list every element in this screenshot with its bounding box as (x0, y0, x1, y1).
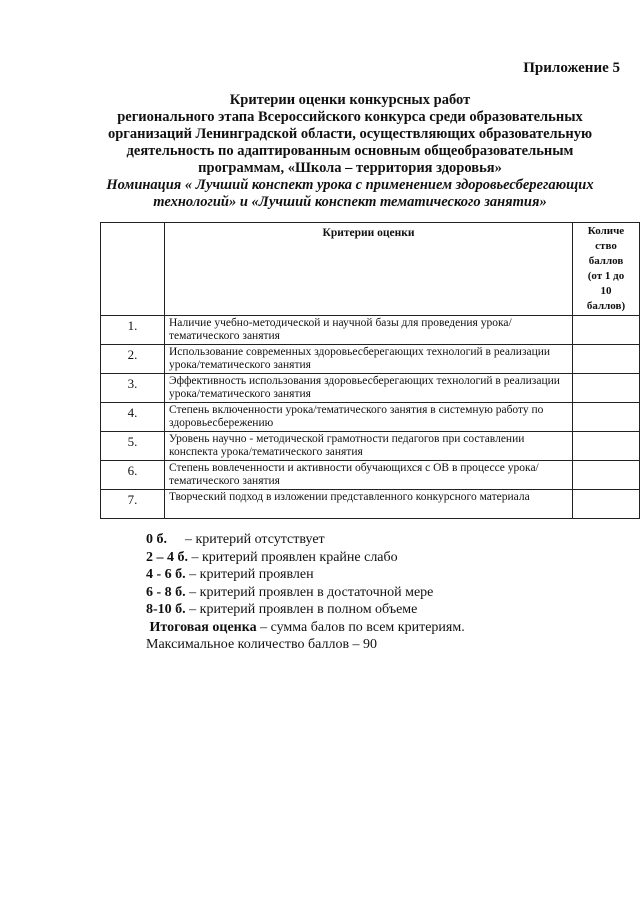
legend-desc: – критерий проявлен (185, 567, 314, 582)
table-row (101, 461, 640, 490)
max-score-line: Максимальное количество баллов – 90 (146, 637, 378, 652)
criterion-text: Использование современных здоровьесберегающих технологий в реализации урока/тематического занятия (165, 345, 573, 374)
table-row (101, 432, 640, 461)
criterion-text: Творческий подход в изложении представленного конкурсного материала (165, 490, 573, 519)
header-line: (от 1 до (587, 270, 625, 282)
header-line: баллов (588, 255, 624, 267)
row-number: 5. (101, 432, 165, 461)
title-line: программам, «Школа – территория здоровья» (198, 160, 502, 176)
score-cell[interactable] (573, 345, 640, 374)
title-line: регионального этапа Всероссийского конкурса среди образовательных (117, 109, 583, 125)
table-row (101, 490, 640, 519)
total-label: Итоговая оценка (149, 619, 257, 635)
row-number: 3. (101, 374, 165, 403)
title-line: Критерии оценки конкурсных работ (229, 92, 471, 108)
score-cell[interactable] (573, 374, 640, 403)
legend-score: 6 - 8 б. (146, 584, 186, 600)
criterion-text: Степень вовлеченности и активности обучающихся с ОВ в процессе урока/тематического занятия (165, 461, 573, 490)
criterion-text: Наличие учебно-методической и научной базы для проведения урока/тематического занятия (165, 316, 573, 345)
table-header-row (101, 223, 640, 316)
title-line: деятельность по адаптированным основным общеобразовательным (126, 143, 574, 159)
row-number: 1. (101, 316, 165, 345)
header-line: баллов) (586, 300, 626, 312)
score-cell[interactable] (573, 316, 640, 345)
header-line: 10 (600, 285, 612, 297)
criterion-text: Уровень научно - методической грамотности педагогов при составлении конспекта урока/тематического занятия (165, 432, 573, 461)
number-header-cell (101, 223, 165, 316)
legend-desc: – критерий проявлен в достаточной мере (185, 584, 434, 600)
score-cell[interactable] (573, 432, 640, 461)
header-line: Количе (587, 225, 625, 237)
legend-score: 4 - 6 б. (146, 567, 186, 582)
title-line: организаций Ленинградской области, осуществляющих образовательную (107, 126, 593, 142)
criteria-table (100, 222, 640, 519)
criteria-header: Критерии оценки (165, 223, 573, 316)
table-row (101, 345, 640, 374)
table-row (101, 374, 640, 403)
legend-desc: – критерий проявлен крайне слабо (188, 549, 398, 565)
row-number: 6. (101, 461, 165, 490)
nomination-line: Номинация « Лучший конспект урока с применением здоровьесберегающих (106, 177, 594, 193)
total-desc: – сумма балов по всем критериям. (256, 619, 465, 635)
criterion-text: Эффективность использования здоровьесберегающих технологий в реализации урока/тематического занятия (165, 374, 573, 403)
legend-score: 0 б. (146, 532, 167, 547)
table-row (101, 403, 640, 432)
legend-item (146, 531, 465, 549)
header-line: ство (595, 240, 617, 252)
score-legend (146, 531, 465, 654)
criterion-text: Степень включенности урока/тематического занятия в системную работу по здоровьесбережению (165, 403, 573, 432)
document-title (60, 92, 640, 211)
legend-item (146, 601, 465, 619)
score-cell[interactable] (573, 461, 640, 490)
legend-score: 2 – 4 б. (146, 549, 188, 565)
appendix-label: Приложение 5 (523, 60, 620, 76)
legend-desc: – критерий проявлен в полном объеме (185, 602, 418, 617)
score-cell[interactable] (573, 403, 640, 432)
row-number: 2. (101, 345, 165, 374)
row-number: 4. (101, 403, 165, 432)
legend-score: 8-10 б. (146, 602, 186, 617)
legend-item (146, 549, 465, 567)
table-row (101, 316, 640, 345)
row-number: 7. (101, 490, 165, 519)
nomination-line: технологий» и «Лучший конспект тематического занятия» (153, 194, 547, 210)
total-score-line (146, 619, 465, 637)
legend-item (146, 584, 465, 602)
score-count-header (573, 223, 640, 316)
legend-item (146, 566, 465, 584)
score-cell[interactable] (573, 490, 640, 519)
legend-desc: – критерий отсутствует (185, 532, 325, 547)
